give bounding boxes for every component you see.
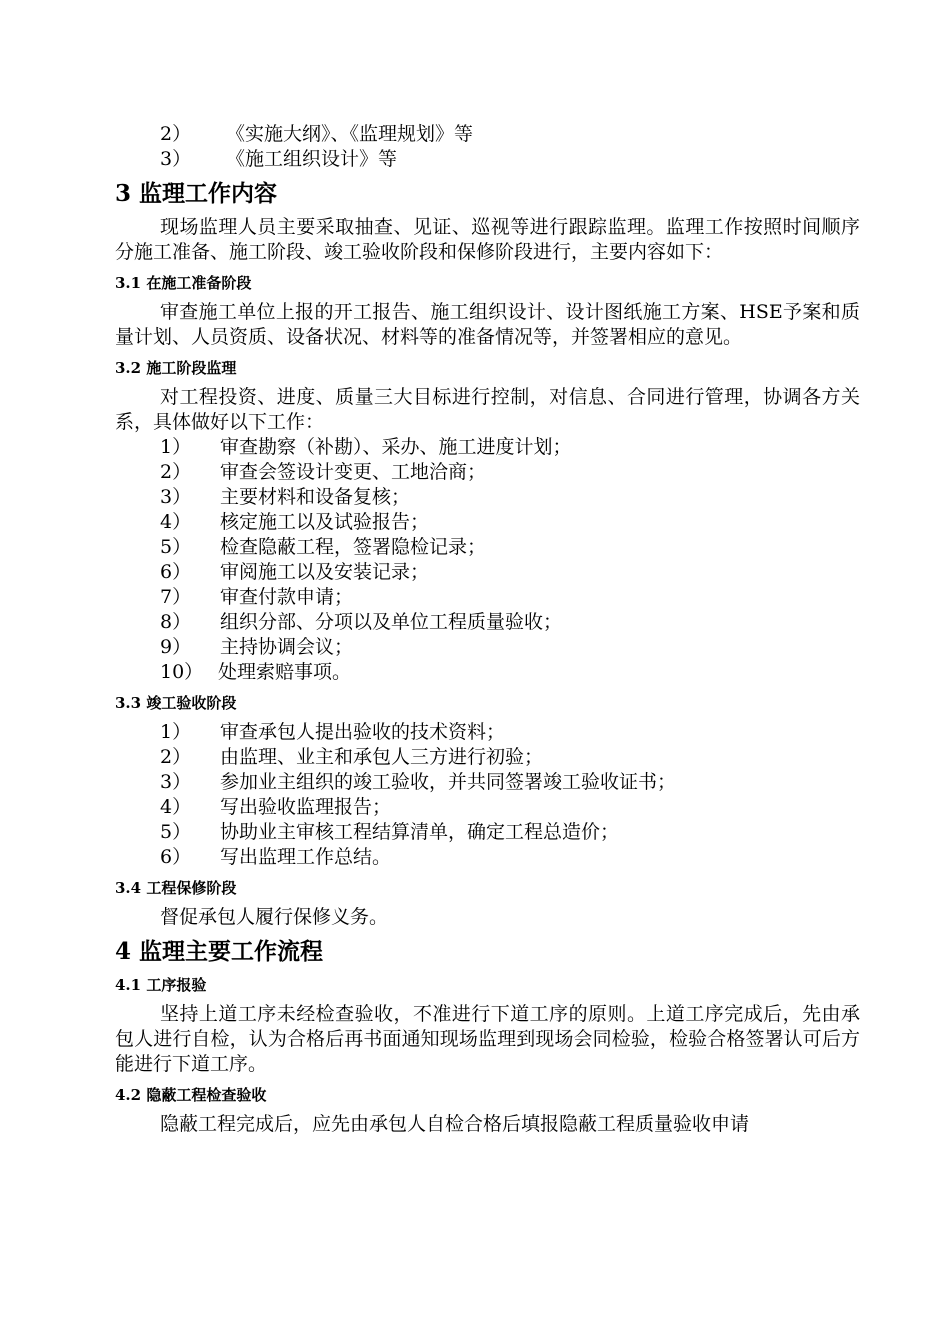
list-item: 9） 主持协调会议； bbox=[160, 636, 354, 658]
document-page bbox=[115, 122, 860, 1137]
list-item: 6） 审阅施工以及安装记录； bbox=[160, 561, 430, 583]
section-4-heading: 4 监理主要工作流程 bbox=[115, 938, 324, 965]
section-4-1-body: 坚持上道工序未经检查验收，不准进行下道工序的原则。上道工序完成后，先由承包人进行自检，认为合格后再书面通知现场监理到现场会同检验，检验合格签署认可后方能进行下道工序。 bbox=[115, 1003, 860, 1075]
section-3-3-heading: 3.3 竣工验收阶段 bbox=[115, 694, 237, 712]
section-3-1-heading: 3.1 在施工准备阶段 bbox=[115, 274, 252, 292]
section-3-1-body: 审查施工单位上报的开工报告、施工组织设计、设计图纸施工方案、HSE予案和质量计划、人员资质、设备状况、材料等的准备情况等，并签署相应的意见。 bbox=[115, 301, 860, 348]
list-item: 10） 处理索赔事项。 bbox=[160, 661, 352, 683]
list-item: 2） 《实施大纲》、《监理规划》等 bbox=[160, 123, 474, 145]
list-item: 2） 由监理、业主和承包人三方进行初验； bbox=[160, 746, 544, 768]
list-item: 4） 核定施工以及试验报告； bbox=[160, 511, 430, 533]
section-3-2-list bbox=[115, 435, 860, 685]
list-item: 4） 写出验收监理报告； bbox=[160, 796, 392, 818]
list-item: 8） 组织分部、分项以及单位工程质量验收； bbox=[160, 611, 563, 633]
section-4-2-heading: 4.2 隐蔽工程检查验收 bbox=[115, 1086, 267, 1104]
list-item: 5） 协助业主审核工程结算清单，确定工程总造价； bbox=[160, 821, 620, 843]
section-3-2-heading: 3.2 施工阶段监理 bbox=[115, 359, 237, 377]
list-item: 3） 主要材料和设备复核； bbox=[160, 486, 411, 508]
section-3-4-heading: 3.4 工程保修阶段 bbox=[115, 879, 237, 897]
list-item: 5） 检查隐蔽工程，签署隐检记录； bbox=[160, 536, 487, 558]
list-item: 2） 审查会签设计变更、工地洽商； bbox=[160, 461, 487, 483]
section-3-2-body: 对工程投资、进度、质量三大目标进行控制，对信息、合同进行管理，协调各方关系，具体做好以下工作： bbox=[115, 386, 860, 433]
section-4-1-heading: 4.1 工序报验 bbox=[115, 976, 207, 994]
list-item: 3） 《施工组织设计》等 bbox=[160, 148, 398, 170]
list-item: 1） 审查勘察（补勘）、采办、施工进度计划； bbox=[160, 436, 572, 458]
list-item: 7） 审查付款申请； bbox=[160, 586, 354, 608]
list-item: 1） 审查承包人提出验收的技术资料； bbox=[160, 721, 506, 743]
section-3-intro: 现场监理人员主要采取抽查、见证、巡视等进行跟踪监理。监理工作按照时间顺序分施工准备、施工阶段、竣工验收阶段和保修阶段进行，主要内容如下： bbox=[115, 216, 860, 263]
section-3-4-body: 督促承包人履行保修义务。 bbox=[160, 906, 389, 928]
list-item: 6） 写出监理工作总结。 bbox=[160, 846, 392, 868]
list-item: 3） 参加业主组织的竣工验收，并共同签署竣工验收证书； bbox=[160, 771, 677, 793]
section-3-3-list bbox=[115, 720, 860, 870]
section-3-heading: 3 监理工作内容 bbox=[115, 180, 278, 207]
section-4-2-body: 隐蔽工程完成后，应先由承包人自检合格后填报隐蔽工程质量验收申请 bbox=[160, 1113, 750, 1135]
